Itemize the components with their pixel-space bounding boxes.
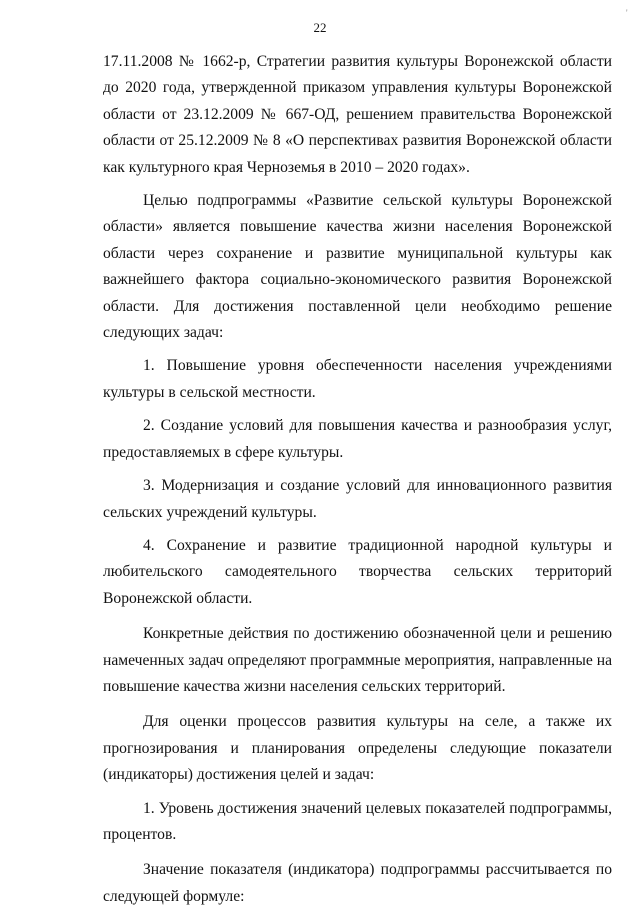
task-item-2: 2. Создание условий для повышения качества и разнообразия услуг, предоставляемых в сфере культуры. — [103, 417, 612, 461]
task-item-3: 3. Модернизация и создание условий для инновационного развития сельских учреждений культуры. — [103, 477, 612, 521]
document-body — [103, 49, 612, 910]
page-number: 22 — [313, 20, 327, 35]
paragraph-indicators-intro: Для оценки процессов развития культуры на селе, а также их прогнозирования и планирования определены следующие показатели (индикаторы) достижения целей и задач: — [103, 713, 612, 784]
paragraph-actions: Конкретные действия по достижению обозначенной цели и решению намеченных задач определяют программные мероприятия, направленные на повышение качества жизни населения сельских территорий. — [103, 625, 612, 695]
task-item-4: 4. Сохранение и развитие традиционной народной культуры и любительского самодеятельного творчества сельских территорий Воронежской области. — [103, 536, 612, 607]
task-item-1: 1. Повышение уровня обеспеченности населения учреждениями культуры в сельской местности. — [103, 357, 612, 401]
paragraph-legal-references: 17.11.2008 № 1662-р, Стратегии развития культуры Воронежской области до 2020 года, утвержденной приказом управления культуры Воронежской области от 23.12.2009 № 667-ОД, решением правительства Воронежской области от 25.12.2009 № 8 «О перспективах развития Воронежской области как культурного края Черноземья в 2010 – 2020 годах». — [103, 53, 612, 176]
scan-mark: ' — [626, 8, 628, 18]
paragraph-formula-intro: Значение показателя (индикатора) подпрограммы рассчитывается по следующей формуле: — [103, 861, 612, 905]
paragraph-goal: Целью подпрограммы «Развитие сельской культуры Воронежской области» является повышение качества жизни населения Воронежской области через сохранение и развитие муниципальной культуры как важнейшего фактора социально-экономического развития Воронежской области. Для достижения поставленной цели необходимо решение следующих задач: — [103, 192, 612, 342]
indicator-item-1: 1. Уровень достижения значений целевых показателей подпрограммы, процентов. — [103, 799, 612, 843]
